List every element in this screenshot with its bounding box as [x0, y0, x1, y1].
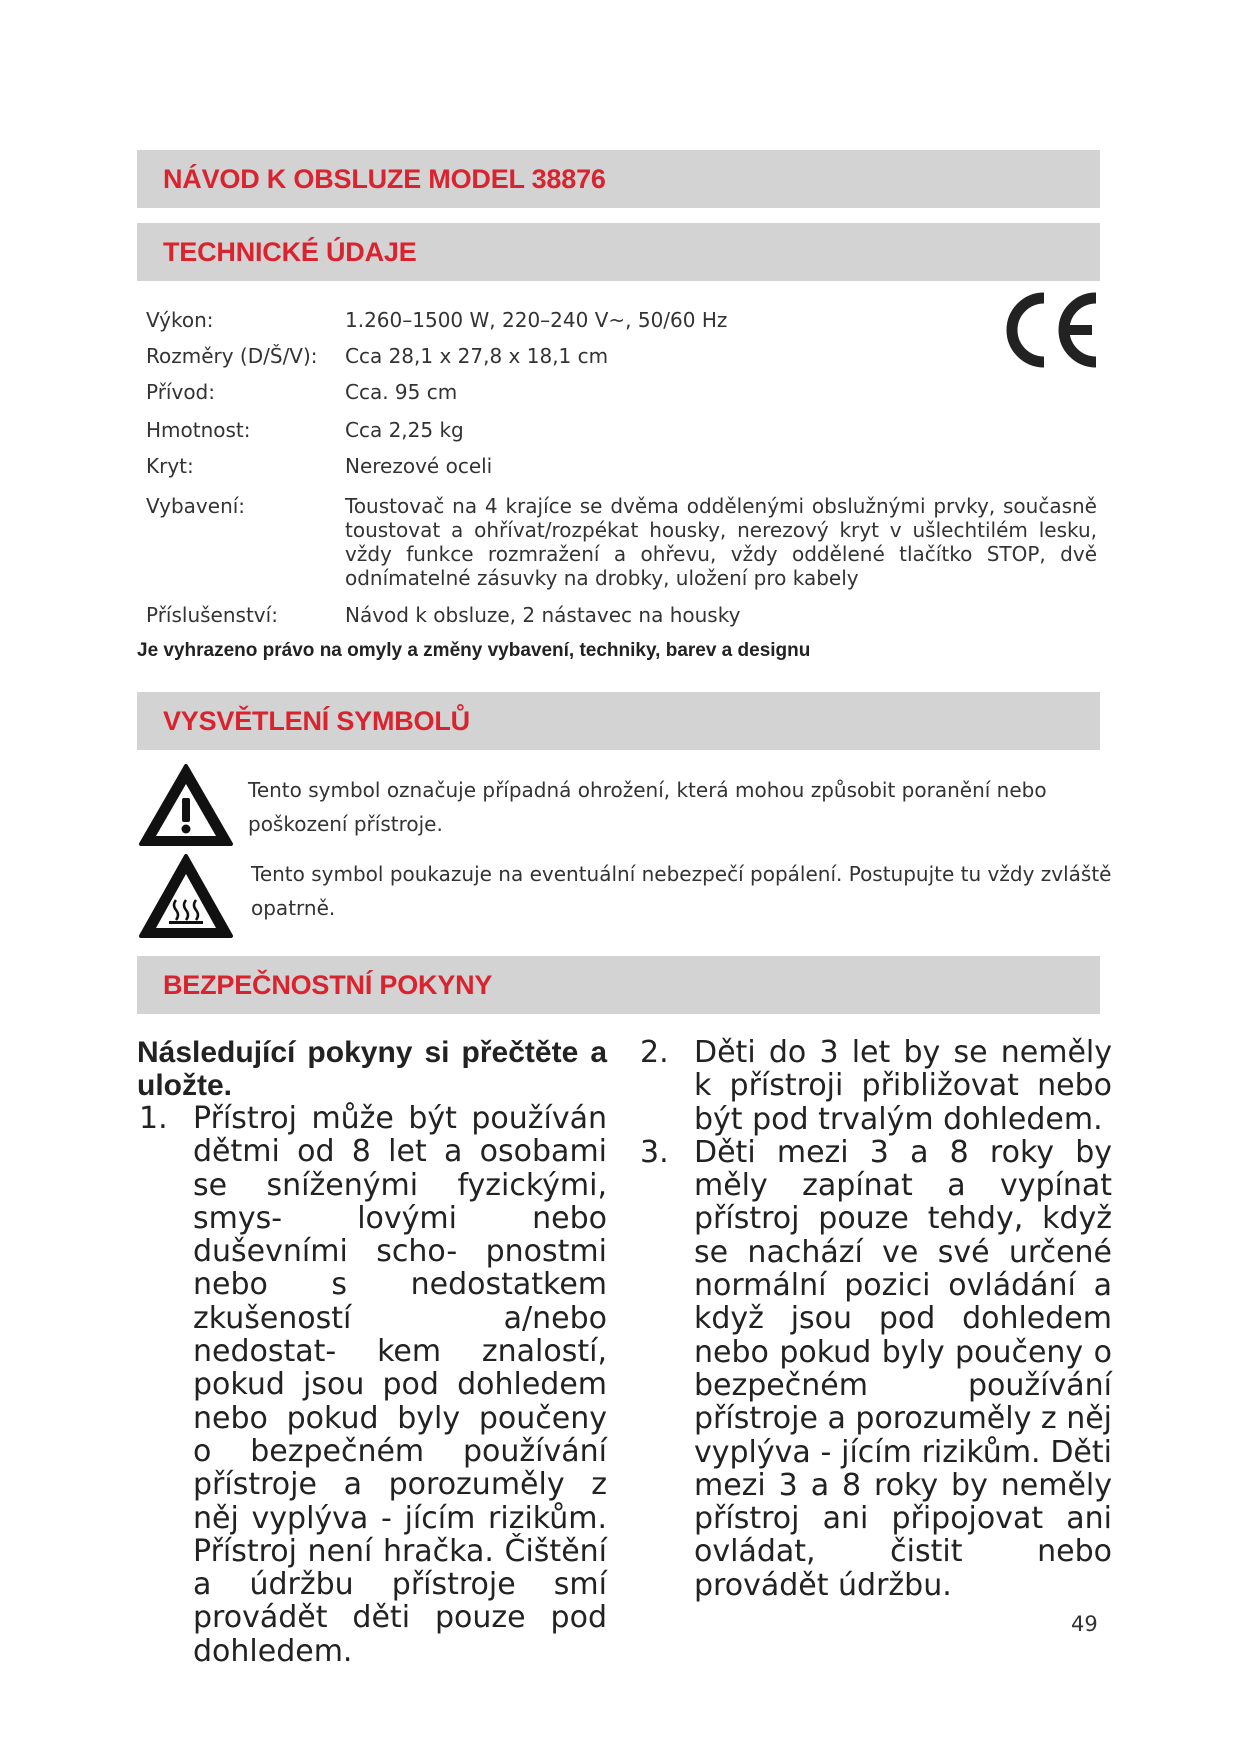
safety-item — [137, 1102, 607, 1668]
disclaimer-note: Je vyhrazeno právo na omyly a změny vybavení, techniky, barev a designu — [137, 640, 811, 661]
item-text: Přístroj může být používán dětmi od 8 let a osobami se sníženými fyzickými, smys- lovými nebo duševními scho- pnostmi nebo s nedostatkem zkušeností a/nebo nedostat- kem znalostí, pokud jsou pod dohledem nebo pokud byly poučeny o bezpečném používání přístroje a porozuměly z něj vyplýva - jícím rizikům. Přístroj není hračka. Čištění a údržbu přístroje smí provádět děti pouze pod dohledem. — [193, 1101, 607, 1669]
item-number: 2. — [640, 1035, 669, 1070]
item-text: Děti do 3 let by se neměly k přístroji přibližovat nebo být pod trvalým dohledem. — [694, 1035, 1112, 1137]
item-number: 1. — [139, 1101, 168, 1136]
ce-mark-icon — [1000, 290, 1100, 370]
symbol-warning-text: Tento symbol označuje případná ohrožení, která mohou způsobit poranění nebo poškození přístroje. — [248, 778, 1047, 836]
spec-label: Rozměry (D/Š/V): — [146, 344, 318, 368]
safety-item — [638, 1136, 1112, 1602]
technical-data-heading: TECHNICKÉ ÚDAJE — [137, 223, 1100, 281]
spec-value: Toustovač na 4 krajíce se dvěma oddělenými obslužnými prvky, současně toustovat a ohřívat/rozpékat housky, nerezový kryt v ušlechtilém lesku, vždy funkce rozmražení a ohřevu, vždy oddělené tlačítko STOP, dvě odnímatelné zásuvky na drobky, uložení pro kabely — [345, 494, 1097, 590]
safety-item — [638, 1036, 1112, 1136]
item-number: 3. — [640, 1134, 669, 1170]
spec-label: Příslušenství: — [146, 603, 278, 627]
spec-value: Cca 28,1 x 27,8 x 18,1 cm — [345, 344, 609, 368]
spec-value: Cca 2,25 kg — [345, 418, 464, 442]
safety-column-right — [638, 1036, 1112, 1602]
spec-label: Hmotnost: — [146, 418, 251, 442]
spec-value: Návod k obsluze, 2 nástavec na housky — [345, 603, 741, 627]
manual-title: NÁVOD K OBSLUZE MODEL 38876 — [137, 150, 1100, 208]
spec-value: Cca. 95 cm — [345, 380, 458, 404]
spec-label: Výkon: — [146, 308, 214, 332]
spec-label: Vybavení: — [146, 494, 246, 518]
spec-label: Kryt: — [146, 454, 194, 478]
spec-value: 1.260–1500 W, 220–240 V~, 50/60 Hz — [345, 308, 728, 332]
safety-intro: Následující pokyny si přečtěte a uložte. — [137, 1036, 607, 1102]
symbol-hot-text: Tento symbol poukazuje na eventuální nebezpečí popálení. Postupujte tu vždy zvláště opatrně. — [251, 862, 1112, 920]
safety-column-left — [137, 1036, 607, 1668]
spec-value: Nerezové oceli — [345, 454, 493, 478]
spec-label: Přívod: — [146, 380, 215, 404]
item-text: Děti mezi 3 a 8 roky by měly zapínat a vypínat přístroj pouze tehdy, když se nachází ve své určené normální pozici ovládání a když jsou pod dohledem nebo pokud byly poučeny o bezpečném používání přístroje a porozuměly z něj vyplýva - jícím rizikům. Děti mezi 3 a 8 roky by neměly přístroj ani připojovat ani ovládat, čistit nebo provádět údržbu. — [694, 1134, 1112, 1603]
hot-surface-icon — [138, 852, 234, 940]
page-number: 49 — [1071, 1612, 1098, 1636]
symbols-heading: VYSVĚTLENÍ SYMBOLŮ — [137, 692, 1100, 750]
safety-heading: BEZPEČNOSTNÍ POKYNY — [137, 956, 1100, 1014]
warning-exclamation-icon — [138, 762, 234, 848]
